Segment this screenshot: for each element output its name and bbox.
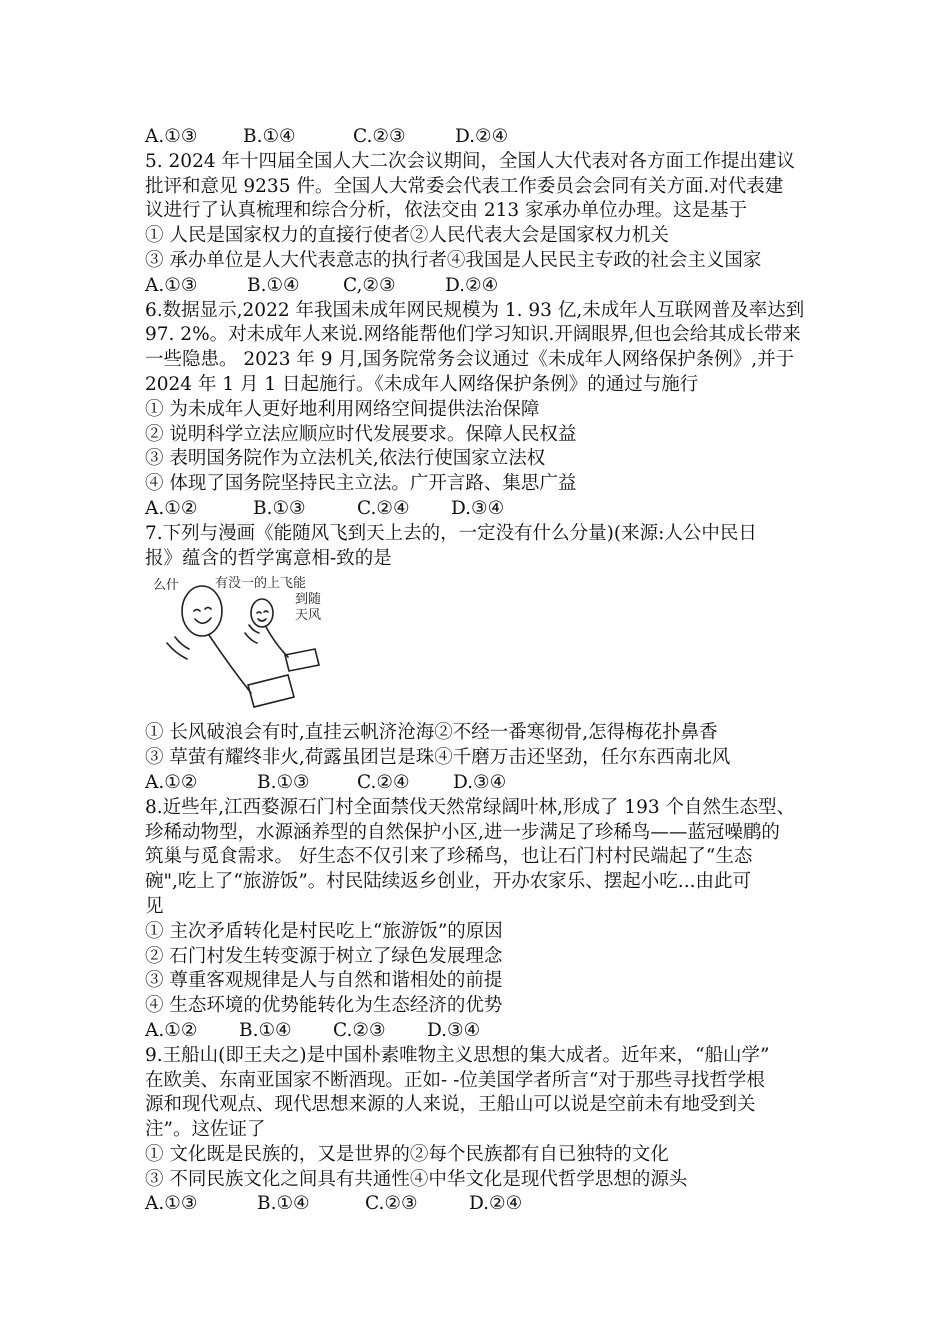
statement: ③ 承办单位是人大代表意志的执行者④我国是人民民主专政的社会主义国家 bbox=[145, 249, 762, 271]
option-b: B.①③ bbox=[253, 497, 306, 519]
option-d: D.②④ bbox=[469, 1193, 523, 1215]
question-text: 见 bbox=[145, 895, 164, 917]
option-b: B.①③ bbox=[257, 771, 310, 793]
q4-options bbox=[145, 125, 825, 150]
option-c: C.②④ bbox=[357, 497, 410, 519]
statement: ③ 表明国务院作为立法机关,依法行使国家立法权 bbox=[145, 448, 546, 470]
option-d: D.②④ bbox=[445, 274, 499, 296]
statement: ③ 不同民族文化之间具有共通性④中华文化是现代哲学思想的源头 bbox=[145, 1168, 688, 1190]
option-d: D.③④ bbox=[427, 1019, 481, 1041]
option-b: B.①④ bbox=[247, 274, 300, 296]
statement: ② 石门村发生转变源于树立了绿色发展理念 bbox=[145, 945, 503, 967]
option-d: D.③④ bbox=[451, 497, 505, 519]
question-text: 7.下列与漫画《能随风飞到天上去的，一定没有什么分量)(来源:人公中民日 bbox=[145, 522, 757, 544]
question-text: 9.王船山(即王夫之)是中国朴素唯物主义思想的集大成者。近年来，“船山学” bbox=[145, 1044, 770, 1066]
question-text: 5. 2024 年十四届全国人大二次会议期间，全国人大代表对各方面工作提出建议 bbox=[145, 150, 795, 172]
question-text: 批评和意见 9235 件。全国人大常委会代表工作委员会会同有关方面.对代表建 bbox=[145, 175, 784, 197]
option-b: B.①④ bbox=[239, 1019, 292, 1041]
option-a: A.①③ bbox=[145, 274, 198, 296]
q8-options bbox=[145, 1019, 825, 1044]
cartoon-handwriting: 么什 bbox=[153, 578, 180, 594]
option-a: A.①② bbox=[145, 1019, 198, 1041]
option-a: A.①③ bbox=[145, 126, 198, 147]
statement: ③ 草萤有耀终非火,荷露虽团岂是珠④千磨万击还坚劲，任尔东西南北风 bbox=[145, 747, 731, 769]
question-text: 一些隐患。 2023 年 9 月,国务院常务会议通过《未成年人网络保护条例》,并于 bbox=[145, 349, 795, 371]
option-c: C.②④ bbox=[357, 771, 410, 793]
statement: ④ 体现了国务院坚持民主立法。广开言路、集思广益 bbox=[145, 473, 577, 495]
question-7 bbox=[145, 522, 825, 796]
question-text: 报》蕴含的哲学寓意相-致的是 bbox=[145, 547, 392, 569]
question-text: 筑巢与觅食需求。 好生态不仅引来了珍稀鸟，也让石门村村民端起了“生态 bbox=[145, 846, 753, 868]
question-8 bbox=[145, 796, 825, 1044]
option-c: C.②③ bbox=[353, 126, 406, 147]
exam-document bbox=[145, 125, 825, 1217]
question-text: 97. 2%。对未成年人来说.网络能帮他们学习知识.开阔眼界,但也会给其成长带来 bbox=[145, 324, 801, 346]
question-text: 8.近些年,江西婺源石门村全面禁伐天然常绿阔叶林,形成了 193 个自然生态型、 bbox=[145, 796, 795, 818]
question-text: 珍稀动物型，水源涵养型的自然保护小区,进一步满足了珍稀鸟——蓝冠噪鹛的 bbox=[145, 821, 780, 843]
svg-text:到随: 到随 bbox=[295, 592, 322, 608]
question-text: 2024 年 1 月 1 日起施行。《未成年人网络保护条例》的通过与施行 bbox=[145, 373, 699, 395]
question-text: 6.数据显示,2022 年我国未成年网民规模为 1. 93 亿,未成年人互联网普及率达到 bbox=[145, 299, 805, 321]
question-text: 议进行了认真梳理和综合分析，依法交由 213 家承办单位办理。这是基于 bbox=[145, 200, 748, 222]
option-a: A.①② bbox=[145, 771, 198, 793]
option-c: C,②③ bbox=[343, 274, 396, 296]
question-text: 在欧美、东南亚国家不断酒现。正如- -位美国学者所言“对于那些寻找哲学根 bbox=[145, 1069, 765, 1091]
statement: ① 人民是国家权力的直接行使者②人民代表大会是国家权力机关 bbox=[145, 225, 669, 247]
option-c: C.②③ bbox=[333, 1019, 386, 1041]
statement: ① 为未成年人更好地利用网络空间提供法治保障 bbox=[145, 398, 540, 420]
question-text: 碗",吃上了“旅游饭”。村民陆续返乡创业，开办农家乐、摆起小吃...由此可 bbox=[145, 871, 751, 893]
cartoon-image bbox=[145, 571, 825, 721]
option-d: D.③④ bbox=[453, 771, 507, 793]
statement: ③ 尊重客观规律是人与自然和谐相处的前提 bbox=[145, 970, 503, 992]
option-c: C.②③ bbox=[365, 1193, 418, 1215]
svg-text:天风: 天风 bbox=[295, 608, 322, 624]
question-5 bbox=[145, 150, 825, 299]
question-6 bbox=[145, 299, 825, 522]
q7-options bbox=[145, 771, 825, 796]
balloon-cartoon-illustration bbox=[145, 573, 345, 713]
option-d: D.②④ bbox=[455, 126, 509, 147]
statement: ① 主次矛盾转化是村民吃上“旅游饭”的原因 bbox=[145, 920, 503, 942]
statement: ④ 生态环境的优势能转化为生态经济的优势 bbox=[145, 995, 503, 1017]
svg-text:有没一的上飞能: 有没一的上飞能 bbox=[215, 576, 307, 592]
q9-options bbox=[145, 1192, 825, 1217]
question-9 bbox=[145, 1044, 825, 1218]
question-text: 注”。这佐证了 bbox=[145, 1119, 266, 1141]
option-a: A.①② bbox=[145, 497, 198, 519]
option-a: A.①③ bbox=[145, 1193, 198, 1215]
statement: ① 长风破浪会有时,直挂云帆济沧海②不经一番寒彻骨,怎得梅花扑鼻香 bbox=[145, 722, 718, 744]
question-text: 源和现代观点、现代思想来源的人来说，王船山可以说是空前未有地受到关 bbox=[145, 1094, 756, 1116]
q6-options bbox=[145, 497, 825, 522]
statement: ① 文化既是民族的，又是世界的②每个民族都有自已独特的文化 bbox=[145, 1143, 669, 1165]
q5-options bbox=[145, 274, 825, 299]
statement: ② 说明科学立法应顺应时代发展要求。保障人民权益 bbox=[145, 423, 577, 445]
option-b: B.①④ bbox=[257, 1193, 310, 1215]
option-b: B.①④ bbox=[243, 126, 296, 147]
